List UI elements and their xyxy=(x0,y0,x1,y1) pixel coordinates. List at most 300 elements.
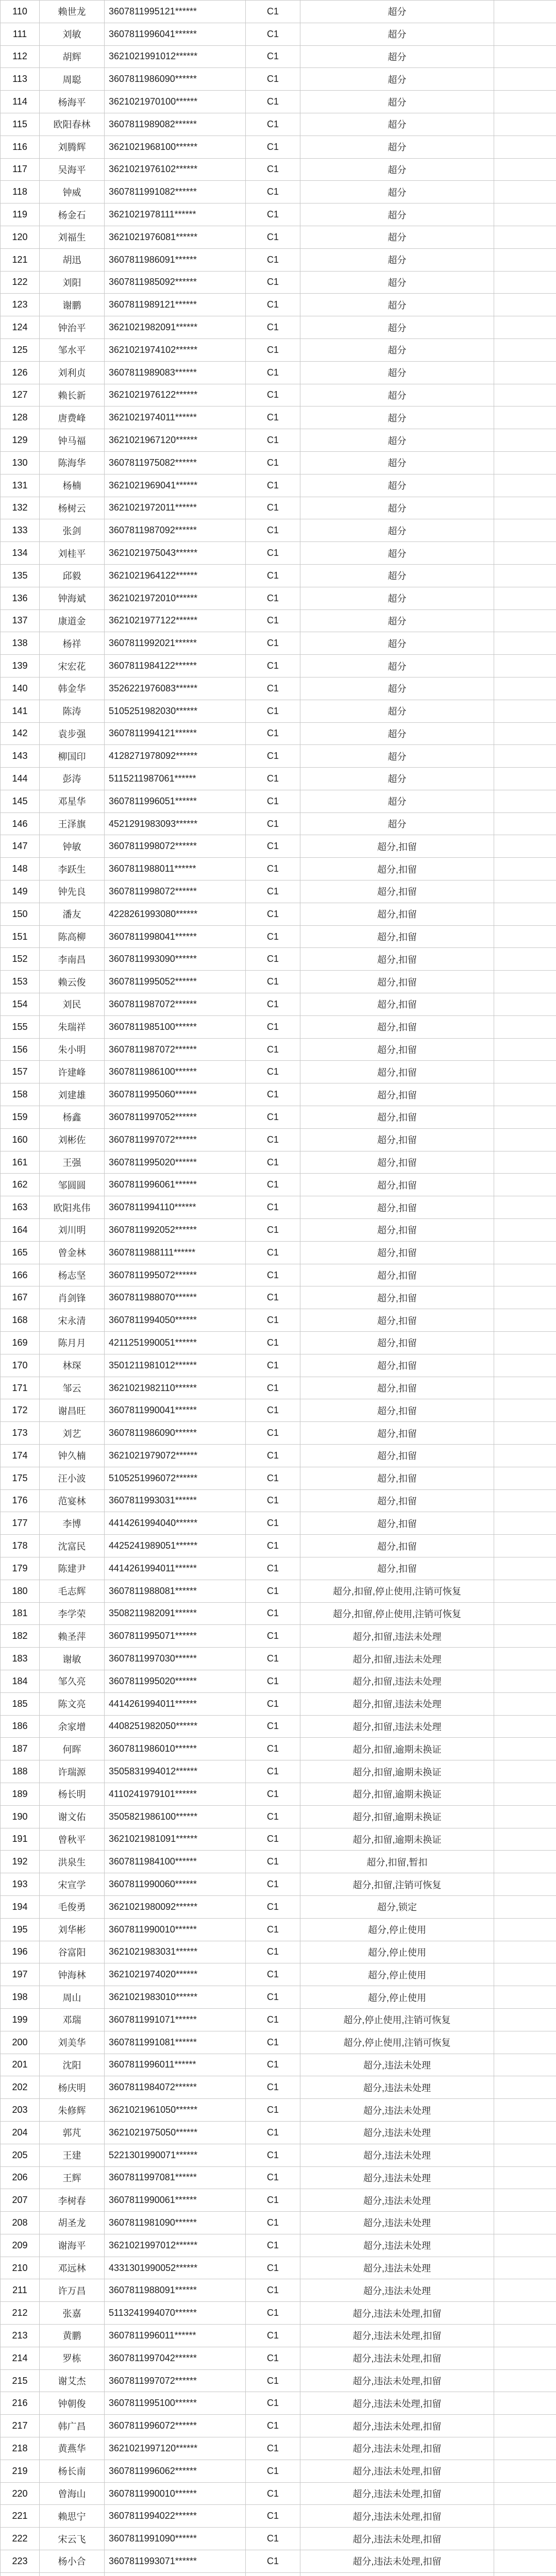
row-number: 138 xyxy=(1,632,40,655)
id-number: 3607811987072****** xyxy=(105,1038,246,1061)
row-number: 145 xyxy=(1,790,40,812)
license-class: C1 xyxy=(246,2008,300,2031)
status-text: 超分,违法未处理 xyxy=(300,2121,494,2144)
table-row xyxy=(1,632,556,655)
id-number: 3621021975050****** xyxy=(105,2121,246,2144)
id-number: 3621021974102****** xyxy=(105,338,246,361)
table-row xyxy=(1,1422,556,1445)
table-row xyxy=(1,1963,556,1986)
driver-name: 黄燕华 xyxy=(40,2437,105,2460)
table-row xyxy=(1,1038,556,1061)
id-number: 3607811989082****** xyxy=(105,113,246,135)
id-number: 3607811995071****** xyxy=(105,1625,246,1648)
license-class: C1 xyxy=(246,2347,300,2369)
license-class: C1 xyxy=(246,2234,300,2257)
driver-name xyxy=(40,2572,105,2576)
status-text: 超分,违法未处理 xyxy=(300,2279,494,2302)
driver-name: 胡辉 xyxy=(40,45,105,68)
license-class: C1 xyxy=(246,519,300,542)
row-number: 191 xyxy=(1,1828,40,1851)
driver-name: 刘阳 xyxy=(40,271,105,294)
driver-name: 杨楠 xyxy=(40,474,105,497)
id-number: 3607811991071****** xyxy=(105,2008,246,2031)
license-class: C1 xyxy=(246,1670,300,1692)
driver-name: 韩广昌 xyxy=(40,2415,105,2437)
license-class: C1 xyxy=(246,1715,300,1738)
empty-cell xyxy=(494,925,556,948)
row-number: 121 xyxy=(1,248,40,271)
table-row xyxy=(1,1309,556,1332)
driver-name: 杨志坚 xyxy=(40,1264,105,1286)
license-class: C1 xyxy=(246,1445,300,1467)
license-class: C1 xyxy=(246,1241,300,1264)
license-class: C1 xyxy=(246,655,300,677)
row-number: 184 xyxy=(1,1670,40,1692)
license-class: C1 xyxy=(246,1783,300,1805)
license-class: C1 xyxy=(246,948,300,971)
table-row xyxy=(1,2008,556,2031)
license-class: C1 xyxy=(246,903,300,925)
table-row xyxy=(1,903,556,925)
status-text: 超分,扣留 xyxy=(300,1512,494,1535)
status-text: 超分,违法未处理 xyxy=(300,2234,494,2257)
status-text: 超分,违法未处理 xyxy=(300,2099,494,2122)
driver-name: 刘福生 xyxy=(40,226,105,248)
license-class: C1 xyxy=(246,1986,300,2009)
row-number: 152 xyxy=(1,948,40,971)
status-text: 超分 xyxy=(300,497,494,519)
table-row xyxy=(1,2369,556,2392)
empty-cell xyxy=(494,474,556,497)
license-class: C1 xyxy=(246,2505,300,2528)
table-row xyxy=(1,338,556,361)
row-number: 133 xyxy=(1,519,40,542)
empty-cell xyxy=(494,1535,556,1557)
license-class: C1 xyxy=(246,2528,300,2550)
status-text: 超分,扣留,逾期未换证 xyxy=(300,1760,494,1783)
license-class: C1 xyxy=(246,1512,300,1535)
id-number: 3607811988091****** xyxy=(105,2279,246,2302)
license-class: C1 xyxy=(246,1061,300,1083)
status-text: 超分,扣留 xyxy=(300,1106,494,1129)
status-text: 超分,扣留 xyxy=(300,835,494,858)
license-class: C1 xyxy=(246,2369,300,2392)
license-class: C1 xyxy=(246,1873,300,1896)
row-number: 153 xyxy=(1,971,40,993)
table-row xyxy=(1,519,556,542)
empty-cell xyxy=(494,1895,556,1918)
empty-cell xyxy=(494,1873,556,1896)
driver-name: 唐费峰 xyxy=(40,406,105,429)
id-number: 3607811995072****** xyxy=(105,1264,246,1286)
id-number: 3607811988081****** xyxy=(105,1580,246,1602)
id-number: 3607811994050****** xyxy=(105,1309,246,1332)
id-number: 3501211981012****** xyxy=(105,1354,246,1377)
id-number: 3607811997072****** xyxy=(105,2369,246,2392)
empty-cell xyxy=(494,68,556,91)
status-text: 超分 xyxy=(300,790,494,812)
row-number: 197 xyxy=(1,1963,40,1986)
driver-name: 欧阳春林 xyxy=(40,113,105,135)
table-row xyxy=(1,1895,556,1918)
row-number: 125 xyxy=(1,338,40,361)
row-number: 201 xyxy=(1,2054,40,2076)
table-row xyxy=(1,2121,556,2144)
license-class: C1 xyxy=(246,2302,300,2325)
license-class: C1 xyxy=(246,1895,300,1918)
empty-cell xyxy=(494,858,556,880)
license-class: C1 xyxy=(246,1332,300,1354)
id-number: 3607811996061****** xyxy=(105,1174,246,1196)
driver-name: 钟敏 xyxy=(40,835,105,858)
id-number: 3607811997052****** xyxy=(105,1106,246,1129)
driver-name: 宋永清 xyxy=(40,1309,105,1332)
row-number: 162 xyxy=(1,1174,40,1196)
status-text: 超分 xyxy=(300,338,494,361)
id-number: 3607811985100****** xyxy=(105,1015,246,1038)
id-number: 3607811986091****** xyxy=(105,248,246,271)
id-number: 4414261994040****** xyxy=(105,1512,246,1535)
id-number: 4521291983093****** xyxy=(105,812,246,835)
driver-name: 宋宏花 xyxy=(40,655,105,677)
status-text: 超分,扣留 xyxy=(300,1332,494,1354)
table-row xyxy=(1,948,556,971)
empty-cell xyxy=(494,294,556,316)
id-number: 3621021991012****** xyxy=(105,45,246,68)
id-number: 3621021974020****** xyxy=(105,1963,246,1986)
row-number: 209 xyxy=(1,2234,40,2257)
status-text: 超分,扣留,逾期未换证 xyxy=(300,1738,494,1760)
driver-name: 胡迅 xyxy=(40,248,105,271)
table-row xyxy=(1,768,556,790)
empty-cell xyxy=(494,1918,556,1941)
row-number: 136 xyxy=(1,587,40,609)
license-class: C1 xyxy=(246,1128,300,1151)
driver-name: 毛俊勇 xyxy=(40,1895,105,1918)
id-number: 4228261993080****** xyxy=(105,903,246,925)
driver-name: 陈涛 xyxy=(40,700,105,722)
status-text: 超分,停止使用 xyxy=(300,1918,494,1941)
id-number: 3621021976102****** xyxy=(105,158,246,181)
empty-cell xyxy=(494,1083,556,1106)
id-number: 3607811988070****** xyxy=(105,1286,246,1309)
table-row xyxy=(1,1174,556,1196)
driver-name: 刘艺 xyxy=(40,1422,105,1445)
empty-cell xyxy=(494,1851,556,1873)
license-class: C1 xyxy=(246,971,300,993)
id-number: 3607811990010****** xyxy=(105,2482,246,2505)
row-number: 218 xyxy=(1,2437,40,2460)
status-text: 超分,扣留 xyxy=(300,1174,494,1196)
driver-name: 许瑞源 xyxy=(40,1760,105,1783)
empty-cell xyxy=(494,1332,556,1354)
license-class: C1 xyxy=(246,1805,300,1828)
table-row xyxy=(1,135,556,158)
empty-cell xyxy=(494,406,556,429)
id-number: 3607811996011****** xyxy=(105,2054,246,2076)
row-number: 196 xyxy=(1,1941,40,1963)
empty-cell xyxy=(494,835,556,858)
license-class: C1 xyxy=(246,1151,300,1174)
id-number: 3607811992021****** xyxy=(105,632,246,655)
status-text: 超分,违法未处理,扣留 xyxy=(300,2392,494,2415)
row-number: 110 xyxy=(1,1,40,23)
row-number: 161 xyxy=(1,1151,40,1174)
empty-cell xyxy=(494,2528,556,2550)
status-text: 超分,扣留,逾期未换证 xyxy=(300,1805,494,1828)
empty-cell xyxy=(494,1941,556,1963)
license-class: C1 xyxy=(246,1918,300,1941)
status-text: 超分,扣留,违法未处理 xyxy=(300,1692,494,1715)
license-class: C1 xyxy=(246,1692,300,1715)
table-row xyxy=(1,1986,556,2009)
row-number: 181 xyxy=(1,1602,40,1625)
status-text: 超分 xyxy=(300,564,494,587)
license-class: C1 xyxy=(246,1354,300,1377)
table-row xyxy=(1,2347,556,2369)
row-number: 134 xyxy=(1,542,40,565)
status-text: 超分,扣留 xyxy=(300,971,494,993)
table-row xyxy=(1,1557,556,1580)
driver-name: 朱修辉 xyxy=(40,2099,105,2122)
license-class: C1 xyxy=(246,384,300,406)
license-class: C1 xyxy=(246,406,300,429)
row-number: 130 xyxy=(1,451,40,474)
license-class: C1 xyxy=(246,1,300,23)
row-number: 216 xyxy=(1,2392,40,2415)
driver-name: 邱毅 xyxy=(40,564,105,587)
empty-cell xyxy=(494,1422,556,1445)
id-number: 4128271978092****** xyxy=(105,745,246,768)
license-class: C1 xyxy=(246,2121,300,2144)
row-number: 135 xyxy=(1,564,40,587)
driver-name: 毛志辉 xyxy=(40,1580,105,1602)
status-text: 超分,违法未处理,扣留 xyxy=(300,2325,494,2347)
license-class: C1 xyxy=(246,2076,300,2099)
status-text: 超分 xyxy=(300,655,494,677)
license-class: C1 xyxy=(246,361,300,384)
status-text: 超分,扣留,违法未处理 xyxy=(300,1648,494,1670)
row-number: 217 xyxy=(1,2415,40,2437)
license-class: C1 xyxy=(246,2099,300,2122)
row-number: 185 xyxy=(1,1692,40,1715)
driver-name: 袁步强 xyxy=(40,722,105,745)
row-number: 174 xyxy=(1,1445,40,1467)
driver-name: 刘华彬 xyxy=(40,1918,105,1941)
id-number: 3607811996011****** xyxy=(105,2325,246,2347)
driver-name: 钟久楠 xyxy=(40,1445,105,1467)
license-class: C1 xyxy=(246,2031,300,2054)
license-class: C1 xyxy=(246,1963,300,1986)
empty-cell xyxy=(494,1783,556,1805)
table-row xyxy=(1,68,556,91)
empty-cell xyxy=(494,519,556,542)
driver-name: 杨小合 xyxy=(40,2550,105,2573)
status-text: 超分 xyxy=(300,361,494,384)
id-number: 3607811995100****** xyxy=(105,2392,246,2415)
table-row xyxy=(1,2415,556,2437)
table-row xyxy=(1,1851,556,1873)
status-text: 超分,扣留,逾期未换证 xyxy=(300,1783,494,1805)
empty-cell xyxy=(494,542,556,565)
table-row xyxy=(1,91,556,113)
license-class: C1 xyxy=(246,1489,300,1512)
empty-cell xyxy=(494,271,556,294)
license-class: C1 xyxy=(246,542,300,565)
status-text: 超分,扣留 xyxy=(300,880,494,903)
driver-name: 谢敏 xyxy=(40,1648,105,1670)
driver-name: 陈文亮 xyxy=(40,1692,105,1715)
id-number: 3607811990010****** xyxy=(105,1918,246,1941)
row-number: 204 xyxy=(1,2121,40,2144)
empty-cell xyxy=(494,1264,556,1286)
driver-name: 李博 xyxy=(40,1512,105,1535)
id-number: 5221301990071****** xyxy=(105,2144,246,2166)
status-text: 超分,违法未处理,扣留 xyxy=(300,2437,494,2460)
status-text: 超分,违法未处理 xyxy=(300,2257,494,2279)
table-row xyxy=(1,655,556,677)
license-class: C1 xyxy=(246,294,300,316)
license-class: C1 xyxy=(246,1083,300,1106)
row-number: 168 xyxy=(1,1309,40,1332)
table-row xyxy=(1,1015,556,1038)
id-number: 4408251982050****** xyxy=(105,1715,246,1738)
driver-name: 杨长南 xyxy=(40,2460,105,2482)
license-class: C1 xyxy=(246,429,300,452)
driver-name: 范宴林 xyxy=(40,1489,105,1512)
id-number: 3607811998072****** xyxy=(105,835,246,858)
id-number: 3607811996062****** xyxy=(105,2460,246,2482)
id-number: 3621021997120****** xyxy=(105,2437,246,2460)
row-number: 223 xyxy=(1,2550,40,2573)
row-number: 167 xyxy=(1,1286,40,1309)
table-row xyxy=(1,1648,556,1670)
license-class: C1 xyxy=(246,812,300,835)
license-class: C1 xyxy=(246,2415,300,2437)
license-class: C1 xyxy=(246,2189,300,2212)
driver-name: 许建峰 xyxy=(40,1061,105,1083)
driver-name: 沈富民 xyxy=(40,1535,105,1557)
driver-name: 谷富阳 xyxy=(40,1941,105,1963)
empty-cell xyxy=(494,812,556,835)
driver-name: 胡圣龙 xyxy=(40,2212,105,2234)
status-text: 超分 xyxy=(300,181,494,204)
id-number: 5105251982030****** xyxy=(105,700,246,722)
status-text: 超分,扣留 xyxy=(300,1061,494,1083)
status-text: 超分,扣留 xyxy=(300,903,494,925)
empty-cell xyxy=(494,23,556,45)
row-number: 111 xyxy=(1,23,40,45)
status-text: 超分 xyxy=(300,23,494,45)
driver-name: 郭芃 xyxy=(40,2121,105,2144)
table-row xyxy=(1,858,556,880)
table-row xyxy=(1,745,556,768)
empty-cell xyxy=(494,2347,556,2369)
driver-name: 朱小明 xyxy=(40,1038,105,1061)
table-row xyxy=(1,45,556,68)
table-row xyxy=(1,677,556,700)
driver-name: 杨祥 xyxy=(40,632,105,655)
row-number: 211 xyxy=(1,2279,40,2302)
table-row xyxy=(1,1151,556,1174)
table-row xyxy=(1,1760,556,1783)
driver-name: 谢文佑 xyxy=(40,1805,105,1828)
empty-cell xyxy=(494,1241,556,1264)
row-number: 193 xyxy=(1,1873,40,1896)
status-text: 超分,扣留 xyxy=(300,1083,494,1106)
table-row xyxy=(1,204,556,226)
empty-cell xyxy=(494,451,556,474)
empty-cell xyxy=(494,1557,556,1580)
empty-cell xyxy=(494,768,556,790)
license-class: C1 xyxy=(246,1941,300,1963)
driver-name: 杨鑫 xyxy=(40,1106,105,1129)
table-row xyxy=(1,2054,556,2076)
empty-cell xyxy=(494,2189,556,2212)
status-text: 超分,扣留 xyxy=(300,1422,494,1445)
status-text: 超分,停止使用 xyxy=(300,1963,494,1986)
status-text: 超分,违法未处理,扣留 xyxy=(300,2369,494,2392)
row-number: 126 xyxy=(1,361,40,384)
row-number: 199 xyxy=(1,2008,40,2031)
table-row xyxy=(1,1061,556,1083)
row-number: 146 xyxy=(1,812,40,835)
row-number: 118 xyxy=(1,181,40,204)
table-row xyxy=(1,384,556,406)
license-class: C1 xyxy=(246,45,300,68)
license-class: C1 xyxy=(246,2437,300,2460)
empty-cell xyxy=(494,2166,556,2189)
empty-cell xyxy=(494,2008,556,2031)
empty-cell xyxy=(494,2460,556,2482)
row-number: 172 xyxy=(1,1399,40,1422)
license-class: C1 xyxy=(246,1174,300,1196)
driver-name: 谢鹏 xyxy=(40,294,105,316)
id-number: 4211251990051****** xyxy=(105,1332,246,1354)
row-number: 158 xyxy=(1,1083,40,1106)
driver-name: 钟海斌 xyxy=(40,587,105,609)
id-number: 3607811998072****** xyxy=(105,880,246,903)
driver-name: 康道金 xyxy=(40,609,105,632)
empty-cell xyxy=(494,1286,556,1309)
status-text: 超分 xyxy=(300,45,494,68)
row-number: 113 xyxy=(1,68,40,91)
table-row xyxy=(1,1535,556,1557)
empty-cell xyxy=(494,2234,556,2257)
status-text: 超分,扣留 xyxy=(300,1354,494,1377)
driver-name: 谢昌旺 xyxy=(40,1399,105,1422)
table-row xyxy=(1,1512,556,1535)
license-class: C1 xyxy=(246,1467,300,1489)
row-number: 124 xyxy=(1,316,40,339)
status-text: 超分,扣留 xyxy=(300,858,494,880)
driver-name: 赖思宁 xyxy=(40,2505,105,2528)
license-class: C1 xyxy=(246,700,300,722)
empty-cell xyxy=(494,2099,556,2122)
table-row xyxy=(1,2572,556,2576)
id-number: 3607811993031****** xyxy=(105,1489,246,1512)
license-class: C1 xyxy=(246,271,300,294)
empty-cell xyxy=(494,2415,556,2437)
status-text: 超分 xyxy=(300,519,494,542)
status-text: 超分,停止使用 xyxy=(300,1986,494,2009)
driver-name: 吴海平 xyxy=(40,158,105,181)
id-number: 3621021972011****** xyxy=(105,497,246,519)
license-class: C1 xyxy=(246,2325,300,2347)
status-text: 超分 xyxy=(300,91,494,113)
empty-cell xyxy=(494,2369,556,2392)
driver-name: 宋宣学 xyxy=(40,1873,105,1896)
